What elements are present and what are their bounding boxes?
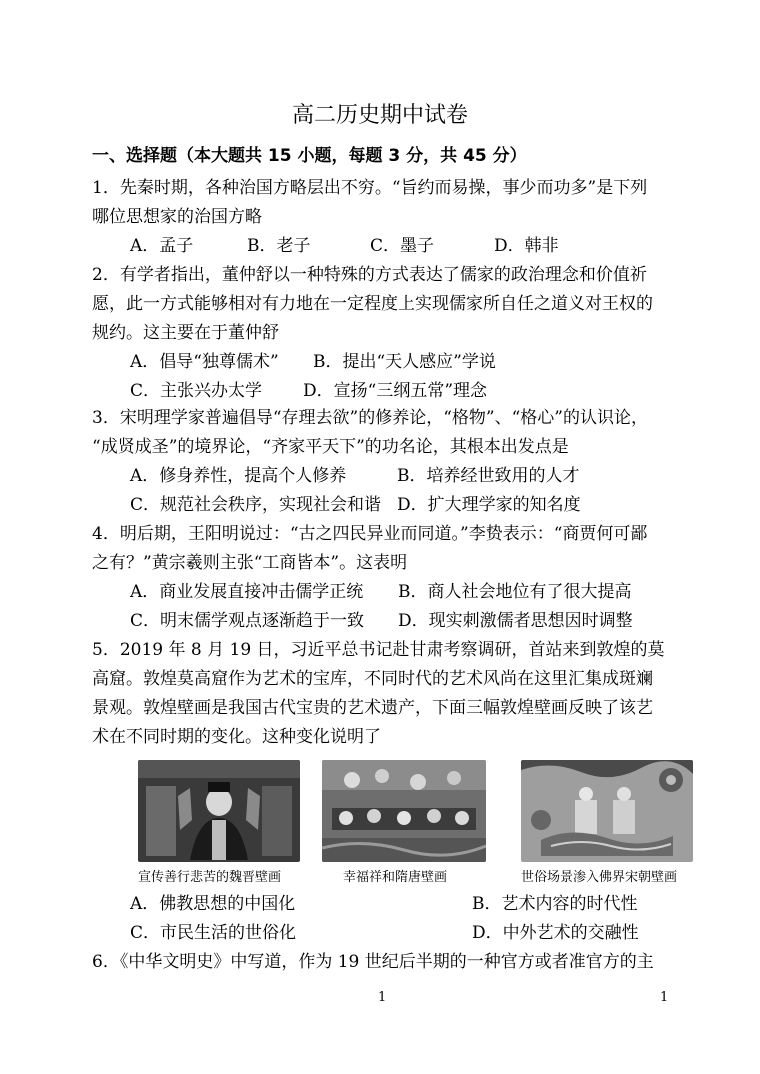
question-5-stem-line-2: 高窟。敦煌莫高窟作为艺术的宝库，不同时代的艺术风尚在这里汇集成斑斓	[92, 669, 653, 689]
question-2-stem-line-2: 愿，此一方式能够相对有力地在一定程度上实现儒家所自任之道义对王权的	[92, 294, 653, 314]
question-5-option-a: A．佛教思想的中国化	[130, 894, 296, 914]
question-4-stem-line-1: 4．明后期，王阳明说过：“古之四民异业而同道。”李贽表示：“商贾何可鄙	[92, 524, 648, 544]
question-5-option-c: C．市民生活的世俗化	[130, 923, 297, 943]
question-3-option-b: B．培养经世致用的人才	[397, 466, 580, 486]
question-5-stem-line-4: 术在不同时期的变化。这种变化说明了	[92, 727, 381, 747]
question-3-option-c: C．规范社会秩序，实现社会和谐	[130, 495, 382, 515]
page-number-left: 1	[378, 990, 387, 1005]
question-1-stem-line-1: 1．先秦时期，各种治国方略层出不穷。“旨约而易操，事少而功多”是下列	[92, 178, 648, 198]
question-4-stem-line-2: 之有？”黄宗羲则主张“工商皆本”。这表明	[92, 553, 408, 573]
question-1-stem-line-2: 哪位思想家的治国方略	[92, 207, 262, 227]
question-4-option-c: C．明末儒学观点逐渐趋于一致	[130, 611, 365, 631]
question-1-option-d: D．韩非	[494, 236, 559, 256]
question-3-option-d: D．扩大理学家的知名度	[397, 495, 581, 515]
question-4-option-a: A．商业发展直接冲击儒学正统	[130, 582, 364, 602]
page-title: 高二历史期中试卷	[291, 103, 468, 128]
mural-image-song	[521, 760, 693, 862]
question-3-option-a: A．修身养性，提高个人修养	[130, 466, 347, 486]
question-1-option-b: B．老子	[247, 236, 311, 256]
mural-image-weijin	[138, 760, 300, 862]
page-number-right: 1	[660, 990, 669, 1005]
question-2-option-a: A．倡导“独尊儒术”	[130, 352, 279, 372]
question-1-option-c: C．墨子	[370, 236, 435, 256]
question-2-option-d: D．宣扬“三纲五常”理念	[303, 381, 488, 401]
question-2-option-c: C．主张兴办太学	[130, 381, 263, 401]
question-2-stem-line-1: 2．有学者指出，董仲舒以一种特殊的方式表达了儒家的政治理念和价值祈	[92, 265, 647, 285]
question-3-stem-line-2: “成贤成圣”的境界论，“齐家平天下”的功名论，其根本出发点是	[92, 437, 569, 457]
mural-image-suitang	[322, 760, 486, 862]
mural-caption-3: 世俗场景渗入佛界宋朝壁画	[521, 870, 678, 885]
question-5-stem-line-1: 5．2019 年 8 月 19 日，习近平总书记赴甘肃考察调研，首站来到敦煌的莫	[92, 640, 665, 660]
question-5-option-d: D．中外艺术的交融性	[472, 923, 639, 943]
question-2-option-b: B．提出“天人感应”学说	[313, 352, 496, 372]
question-1-option-a: A．孟子	[130, 236, 194, 256]
question-5-stem-line-3: 景观。敦煌壁画是我国古代宝贵的艺术遗产，下面三幅敦煌壁画反映了该艺	[92, 698, 653, 718]
section-heading: 一、选择题（本大题共 15 小题，每题 3 分，共 45 分）	[92, 146, 527, 166]
question-4-option-b: B．商人社会地位有了很大提高	[398, 582, 632, 602]
question-3-stem-line-1: 3．宋明理学家普遍倡导“存理去欲”的修养论，“格物”、“格心”的认识论，	[92, 408, 648, 428]
question-5-option-b: B．艺术内容的时代性	[472, 894, 638, 914]
question-4-option-d: D．现实刺激儒者思想因时调整	[398, 611, 633, 631]
mural-caption-1: 宣传善行悲苦的魏晋壁画	[138, 870, 282, 885]
question-2-stem-line-3: 规约。这主要在于董仲舒	[92, 323, 279, 343]
mural-caption-2: 幸福祥和隋唐壁画	[343, 870, 448, 885]
question-6-stem-line-1: 6．《中华文明史》中写道，作为 19 世纪后半期的一种官方或者准官方的主	[92, 952, 654, 972]
